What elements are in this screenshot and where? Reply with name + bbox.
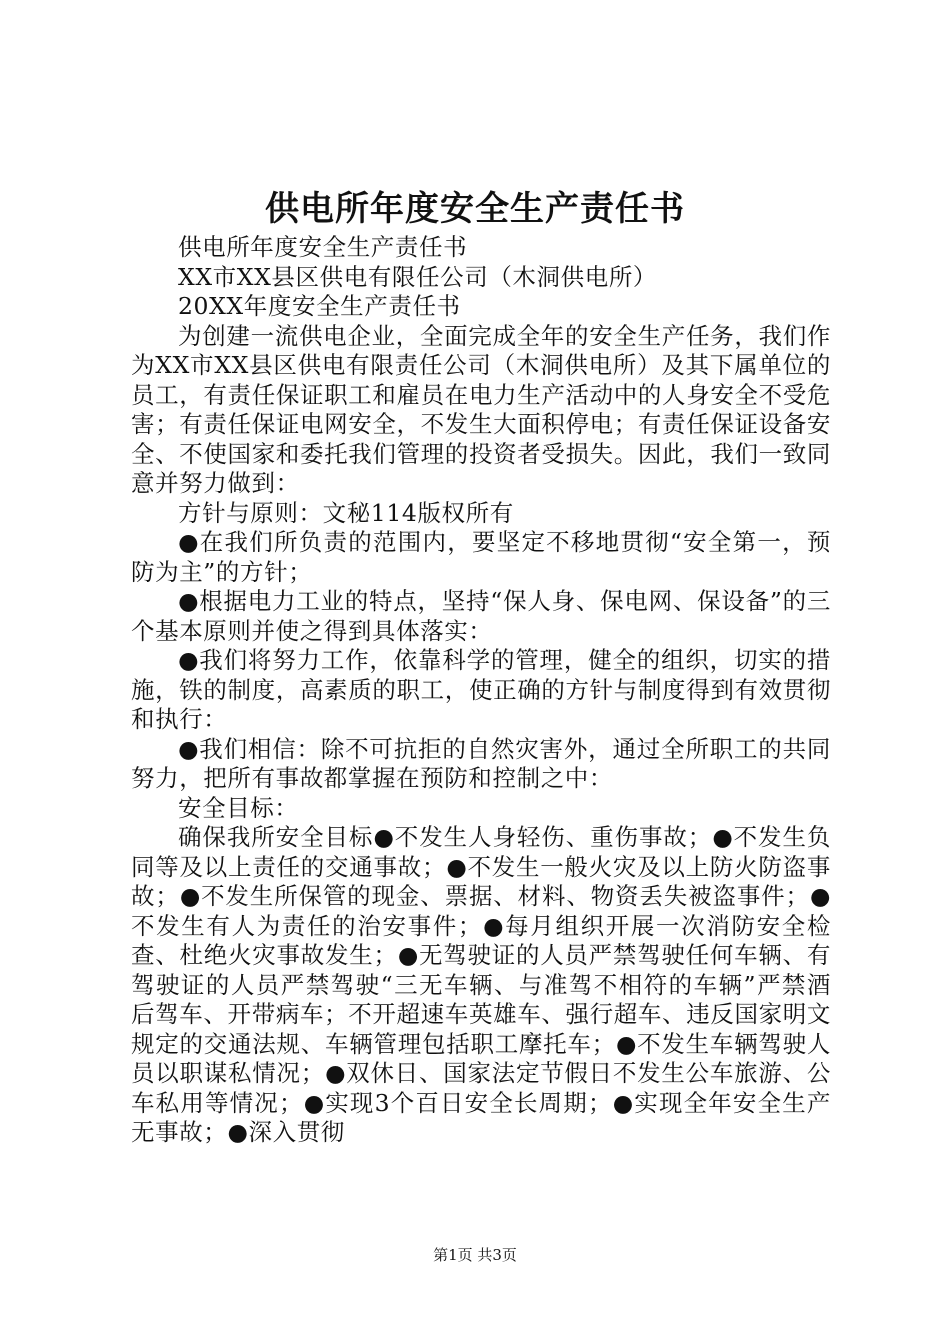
- paragraph: 为创建一流供电企业，全面完成全年的安全生产任务，我们作为XX市XX县区供电有限责任公司（木洞供电所）及其下属单位的员工，有责任保证职工和雇员在电力生产活动中的人身安全不受危害；有责任保证电网安全，不发生大面积停电；有责任保证设备安全、不使国家和委托我们管理的投资者受损失。因此，我们一致同意并努力做到：: [131, 321, 831, 497]
- paragraph: ●我们相信：除不可抗拒的自然灾害外，通过全所职工的共同努力，把所有事故都掌握在预防和控制之中：: [131, 734, 831, 792]
- paragraph: XX市XX县区供电有限任公司（木洞供电所）: [178, 262, 658, 291]
- paragraph: ●我们将努力工作，依靠科学的管理，健全的组织，切实的措施，铁的制度，高素质的职工，使正确的方针与制度得到有效贯彻和执行：: [131, 646, 831, 733]
- paragraph: 供电所年度安全生产责任书: [178, 233, 468, 261]
- paragraph: 方针与原则：文秘114版权所有: [178, 498, 514, 527]
- paragraph: 20XX年度安全生产责任书: [178, 292, 461, 320]
- paragraph: 确保我所安全目标●不发生人身轻伤、重伤事故；●不发生负同等及以上责任的交通事故；●不发生一般火灾及以上防火防盗事故；●不发生所保管的现金、票据、材料、物资丢失被盗事件；●不发生有人为责任的治安事件；●每月组织开展一次消防安全检查、杜绝火灾事故发生；●无驾驶证的人员严禁驾驶任何车辆、有驾驶证的人员严禁驾驶“三无车辆、与准驾不相符的车辆”严禁酒后驾车、开带病车；不开超速车英雄车、强行超车、违反国家明文规定的交通法规、车辆管理包括职工摩托车；●不发生车辆驾驶人员以职谋私情况；●双休日、国家法定节假日不发生公车旅游、公车私用等情况；●实现3个百日安全长周期；●实现全年安全生产无事故；●深入贯彻: [131, 823, 831, 1146]
- document-body: [131, 233, 831, 1148]
- page-number-footer: 第1页 共3页: [433, 1246, 517, 1264]
- document-title: 供电所年度安全生产责任书: [265, 189, 685, 229]
- paragraph: 安全目标：: [178, 793, 299, 822]
- paragraph: ●根据电力工业的特点，坚持“保人身、保电网、保设备”的三个基本原则并使之得到具体落实：: [131, 587, 831, 645]
- paragraph: ●在我们所负责的范围内，要坚定不移地贯彻“安全第一，预防为主”的方针；: [131, 528, 831, 586]
